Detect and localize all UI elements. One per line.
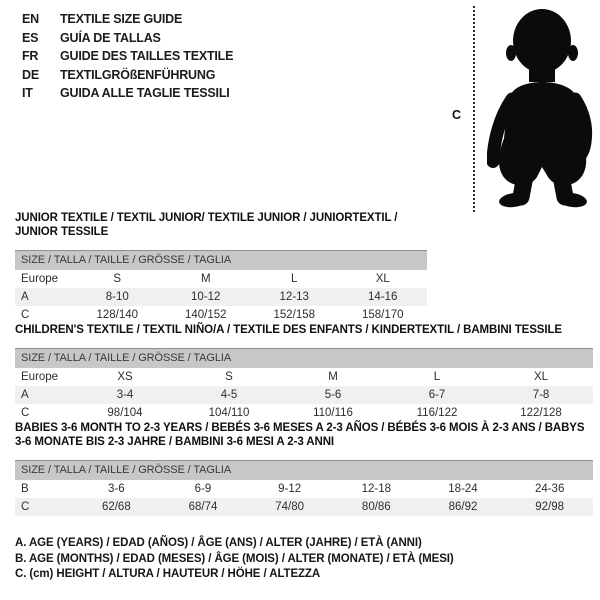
row-label: C <box>21 501 30 513</box>
language-row <box>22 66 233 85</box>
size-cell: 12-13 <box>279 291 309 303</box>
size-cell: 4-5 <box>220 389 238 401</box>
row-label: A <box>21 389 29 401</box>
size-cell: 152/158 <box>273 309 316 321</box>
measurement-legend <box>15 536 454 583</box>
language-code: FR <box>22 49 39 63</box>
language-row <box>22 84 233 103</box>
language-title: TEXTILE SIZE GUIDE <box>60 12 183 26</box>
language-title: GUIDA ALLE TAGLIE TESSILI <box>60 86 230 100</box>
language-code: ES <box>22 30 39 45</box>
table-body <box>15 368 593 422</box>
language-list <box>22 10 233 103</box>
junior-table-section <box>15 211 427 324</box>
junior-table <box>15 250 427 324</box>
size-cell: 110/116 <box>313 407 353 419</box>
size-cell: 68/74 <box>188 501 218 513</box>
height-label: C <box>452 108 462 122</box>
size-cell: 3-6 <box>108 483 125 495</box>
size-cell: S <box>225 371 233 383</box>
row-label: A <box>21 291 29 303</box>
size-cell: XL <box>375 273 390 285</box>
size-cell: 14-16 <box>368 291 398 303</box>
legend-line: C. (cm) HEIGHT / ALTURA / HAUTEUR / HÖHE / ALTEZZA <box>15 568 321 580</box>
table-row <box>15 368 593 386</box>
size-cell: 7-8 <box>532 389 550 401</box>
babies-table-section <box>15 421 593 516</box>
baby-silhouette-icon <box>487 6 600 208</box>
size-cell: 6-9 <box>194 483 212 495</box>
table-row <box>15 270 427 288</box>
size-cell: 122/128 <box>520 407 562 419</box>
babies-table <box>15 460 593 516</box>
size-cell: 8-10 <box>105 291 129 303</box>
legend-line: B. AGE (MONTHS) / EDAD (MESES) / ÂGE (MOIS) / ALTER (MONATE) / ETÀ (MESI) <box>15 552 454 565</box>
size-cell: 62/68 <box>101 501 131 513</box>
table-row <box>15 404 593 422</box>
language-row <box>22 10 233 29</box>
row-label: C <box>21 309 30 321</box>
table-body <box>15 270 427 324</box>
size-cell: M <box>328 371 338 383</box>
language-title: GUIDE DES TAILLES TEXTILE <box>60 49 234 63</box>
language-title: TEXTILGRÖßENFÜHRUNG <box>60 67 216 82</box>
size-cell: 18-24 <box>448 483 478 495</box>
legend-line: A. AGE (YEARS) / EDAD (AÑOS) / ÂGE (ANS) / ALTER (JAHRE) / ETÀ (ANNI) <box>15 537 422 549</box>
size-cell: 158/170 <box>361 309 404 321</box>
size-cell: 80/86 <box>361 501 391 513</box>
size-cell: 6-7 <box>428 389 446 401</box>
size-cell: 24-36 <box>534 483 565 495</box>
table-row <box>15 498 593 516</box>
size-cell: 92/98 <box>535 501 565 513</box>
size-cell: L <box>291 273 298 285</box>
table-row <box>15 306 427 324</box>
table-row <box>15 386 593 404</box>
row-label: B <box>21 483 29 495</box>
table-row <box>15 288 427 306</box>
language-row <box>22 29 233 48</box>
babies-table-title: BABIES 3-6 MONTH TO 2-3 YEARS / BEBÉS 3-6 MESES A 2-3 AÑOS / BÉBÉS 3-6 MOIS À 2-3 ANS / BABYS 3-6 MONATE BIS 2-3 JAHRE / BAMBINI 3-6 MESI A 2-3 ANNI <box>15 422 585 448</box>
row-label: Europe <box>21 371 59 383</box>
size-cell: 9-12 <box>278 483 302 495</box>
height-dotted-line <box>473 6 475 212</box>
size-header-bar: SIZE / TALLA / TAILLE / GRÖSSE / TAGLIA <box>15 460 593 480</box>
size-cell: 3-4 <box>116 389 134 401</box>
language-code: DE <box>22 67 39 82</box>
size-cell: 128/140 <box>96 309 139 321</box>
children-table-title: CHILDREN'S TEXTILE / TEXTIL NIÑO/A / TEXTILE DES ENFANTS / KINDERTEXTIL / BAMBINI TESSILE <box>15 324 562 336</box>
size-cell: 104/110 <box>208 407 250 419</box>
language-row <box>22 47 233 66</box>
table-row <box>15 480 593 498</box>
size-cell: 98/104 <box>107 407 143 419</box>
size-cell: XS <box>117 371 133 383</box>
size-cell: 116/122 <box>416 407 458 419</box>
children-table-section <box>15 323 593 422</box>
row-label: Europe <box>21 273 59 285</box>
table-body <box>15 480 593 516</box>
size-cell: 74/80 <box>275 501 305 513</box>
language-code: IT <box>22 86 33 100</box>
size-cell: XL <box>533 371 549 383</box>
size-header-bar: SIZE / TALLA / TAILLE / GRÖSSE / TAGLIA <box>15 348 593 368</box>
size-cell: L <box>433 371 441 383</box>
size-cell: 86/92 <box>448 501 478 513</box>
height-figure <box>450 4 600 216</box>
size-header-bar: SIZE / TALLA / TAILLE / GRÖSSE / TAGLIA <box>15 250 427 270</box>
size-cell: 12-18 <box>361 483 392 495</box>
junior-table-title: JUNIOR TEXTILE / TEXTIL JUNIOR/ TEXTILE JUNIOR / JUNIORTEXTIL / JUNIOR TESSILE <box>15 212 398 238</box>
language-title: GUÍA DE TALLAS <box>60 30 161 45</box>
size-cell: 5-6 <box>324 389 342 401</box>
children-table <box>15 348 593 422</box>
size-cell: M <box>200 273 211 285</box>
size-cell: S <box>113 273 122 285</box>
size-cell: 10-12 <box>191 291 221 303</box>
language-code: EN <box>22 12 39 26</box>
row-label: C <box>21 407 30 419</box>
size-cell: 140/152 <box>184 309 227 321</box>
